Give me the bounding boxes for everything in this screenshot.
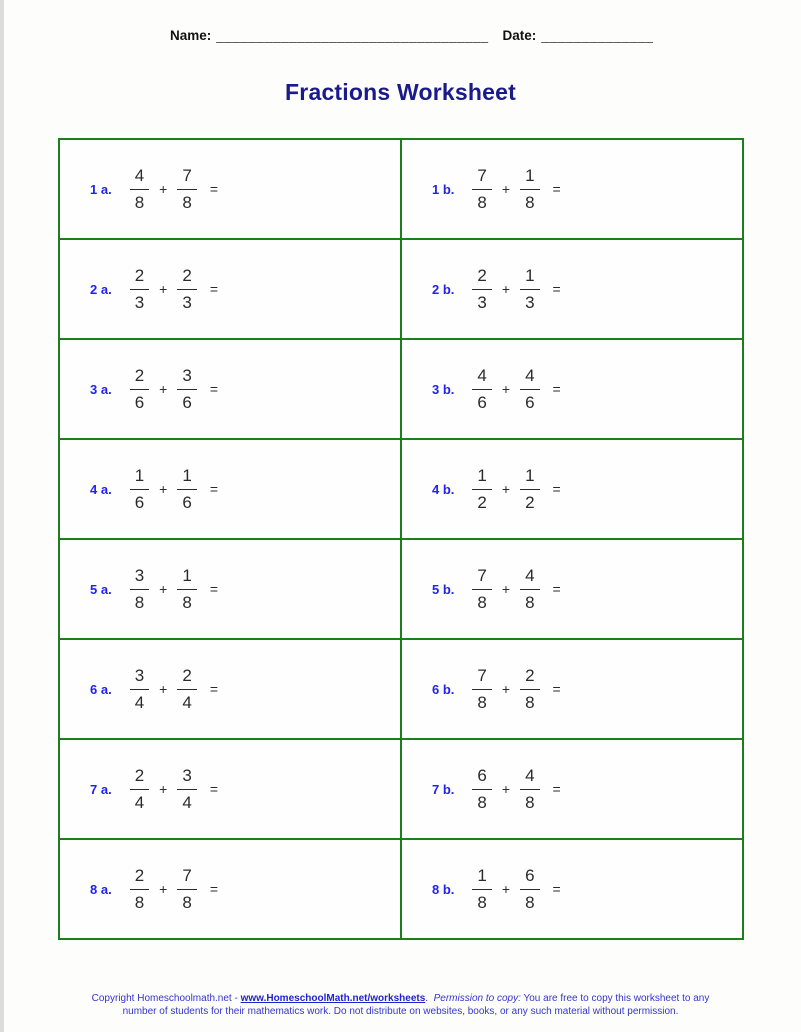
table-row — [59, 139, 743, 239]
footer-worksheets-link[interactable]: www.HomeschoolMath.net/worksheets — [240, 993, 426, 1004]
problem-label: 4 b. — [432, 481, 455, 497]
table-row — [59, 339, 743, 439]
first-fraction — [472, 566, 491, 612]
footer-permission-text: You are free to copy this worksheet to any number of students for their mathematics work. Do not distribute on websites, books, or any such material without permission. — [122, 993, 710, 1017]
first-fraction — [472, 666, 491, 712]
table-row — [59, 739, 743, 839]
name-date-row — [0, 0, 801, 43]
problem-label: 1 b. — [432, 181, 455, 197]
fraction-denominator: 4 — [182, 692, 192, 712]
first-fraction — [130, 866, 149, 912]
equals-sign: = — [209, 381, 218, 397]
fraction-numerator: 1 — [520, 166, 539, 190]
problem-cell — [401, 339, 743, 439]
equals-sign: = — [209, 681, 218, 697]
first-fraction — [472, 466, 491, 512]
problem-label: 3 a. — [90, 381, 112, 397]
footer-permission-label: Permission to copy: — [433, 993, 521, 1004]
fraction-numerator: 2 — [130, 366, 149, 390]
problem-cell — [59, 339, 401, 439]
second-fraction — [520, 766, 539, 812]
equals-sign: = — [552, 281, 561, 297]
fraction-denominator: 6 — [477, 392, 487, 412]
plus-operator: + — [159, 781, 168, 797]
problem — [432, 466, 742, 512]
date-label: Date: — [502, 28, 537, 43]
second-fraction — [177, 266, 196, 312]
fraction-denominator: 8 — [477, 192, 487, 212]
fraction-denominator: 8 — [182, 192, 192, 212]
problem — [90, 666, 400, 712]
problem-cell — [59, 839, 401, 939]
fraction-numerator: 4 — [472, 366, 491, 390]
fraction-numerator: 1 — [520, 266, 539, 290]
problem — [90, 866, 400, 912]
equals-sign: = — [552, 381, 561, 397]
first-fraction — [130, 266, 149, 312]
fraction-denominator: 3 — [182, 292, 192, 312]
fraction-denominator: 6 — [182, 492, 192, 512]
problem-label: 1 a. — [90, 181, 112, 197]
first-fraction — [130, 366, 149, 412]
equals-sign: = — [552, 481, 561, 497]
fraction-denominator: 4 — [182, 792, 192, 812]
problem-cell — [59, 739, 401, 839]
first-fraction — [472, 766, 491, 812]
problem-label: 8 b. — [432, 881, 455, 897]
fraction-numerator: 2 — [130, 866, 149, 890]
first-fraction — [130, 166, 149, 212]
first-fraction — [130, 466, 149, 512]
equals-sign: = — [552, 781, 561, 797]
fraction-numerator: 3 — [130, 566, 149, 590]
fraction-denominator: 8 — [477, 892, 487, 912]
date-blank-line: ______________ — [541, 28, 654, 43]
fraction-numerator: 3 — [177, 766, 196, 790]
problem-cell — [401, 639, 743, 739]
first-fraction — [130, 666, 149, 712]
problem-label: 4 a. — [90, 481, 112, 497]
second-fraction — [520, 166, 539, 212]
fraction-denominator: 3 — [477, 292, 487, 312]
plus-operator: + — [501, 581, 511, 597]
table-row — [59, 639, 743, 739]
problems-table-body — [59, 139, 743, 939]
second-fraction — [177, 366, 196, 412]
plus-operator: + — [501, 781, 511, 797]
second-fraction — [520, 866, 539, 912]
second-fraction — [177, 666, 196, 712]
first-fraction — [472, 366, 491, 412]
problem-label: 5 b. — [432, 581, 455, 597]
second-fraction — [520, 366, 539, 412]
equals-sign: = — [209, 281, 218, 297]
fraction-numerator: 4 — [520, 766, 539, 790]
plus-operator: + — [159, 381, 168, 397]
problem — [432, 366, 742, 412]
footer-after-link-text: . — [425, 993, 434, 1004]
second-fraction — [520, 266, 539, 312]
plus-operator: + — [159, 281, 168, 297]
table-row — [59, 239, 743, 339]
problem — [432, 166, 742, 212]
page-title: Fractions Worksheet — [285, 79, 516, 105]
fraction-numerator: 6 — [472, 766, 491, 790]
plus-operator: + — [501, 481, 511, 497]
plus-operator: + — [159, 881, 168, 897]
fraction-denominator: 2 — [477, 492, 487, 512]
problem-cell — [59, 439, 401, 539]
fraction-denominator: 8 — [525, 892, 535, 912]
second-fraction — [177, 866, 196, 912]
problem — [432, 766, 742, 812]
fraction-denominator: 6 — [525, 392, 535, 412]
problem — [90, 266, 400, 312]
fraction-numerator: 2 — [130, 266, 149, 290]
plus-operator: + — [501, 881, 511, 897]
equals-sign: = — [209, 781, 218, 797]
first-fraction — [130, 566, 149, 612]
fraction-denominator: 3 — [134, 292, 145, 312]
second-fraction — [520, 666, 539, 712]
fraction-numerator: 6 — [520, 866, 539, 890]
problem-cell — [401, 239, 743, 339]
second-fraction — [520, 466, 539, 512]
fraction-numerator: 7 — [472, 666, 491, 690]
footer-copyright-text: Copyright Homeschoolmath.net - — [91, 993, 241, 1004]
first-fraction — [472, 266, 491, 312]
page-left-edge — [0, 0, 4, 1032]
fraction-denominator: 8 — [134, 592, 145, 612]
fraction-denominator: 8 — [525, 692, 535, 712]
problem — [90, 366, 400, 412]
plus-operator: + — [159, 681, 168, 697]
plus-operator: + — [159, 481, 168, 497]
table-row — [59, 539, 743, 639]
fraction-denominator: 8 — [525, 592, 535, 612]
fraction-denominator: 8 — [134, 192, 145, 212]
problem-label: 2 b. — [432, 281, 455, 297]
problem-label: 6 a. — [90, 681, 112, 697]
table-row — [59, 439, 743, 539]
fraction-numerator: 7 — [472, 566, 491, 590]
fraction-denominator: 4 — [134, 792, 145, 812]
fraction-numerator: 1 — [472, 866, 491, 890]
equals-sign: = — [552, 881, 561, 897]
fraction-numerator: 4 — [520, 366, 539, 390]
equals-sign: = — [209, 481, 218, 497]
fraction-denominator: 8 — [477, 592, 487, 612]
fraction-numerator: 3 — [130, 666, 149, 690]
plus-operator: + — [501, 381, 511, 397]
fraction-numerator: 7 — [472, 166, 491, 190]
problem-label: 7 b. — [432, 781, 455, 797]
fraction-numerator: 2 — [472, 266, 491, 290]
equals-sign: = — [552, 681, 561, 697]
fraction-denominator: 6 — [134, 492, 145, 512]
name-label: Name: — [170, 28, 212, 43]
plus-operator: + — [159, 581, 168, 597]
second-fraction — [520, 566, 539, 612]
fraction-numerator: 1 — [472, 466, 491, 490]
plus-operator: + — [501, 281, 511, 297]
problem-cell — [59, 139, 401, 239]
table-row — [59, 839, 743, 939]
fraction-numerator: 7 — [177, 866, 196, 890]
fraction-denominator: 8 — [525, 792, 535, 812]
fraction-numerator: 1 — [177, 466, 196, 490]
problem-cell — [59, 539, 401, 639]
problem-cell — [401, 439, 743, 539]
first-fraction — [472, 866, 491, 912]
fraction-denominator: 8 — [134, 892, 145, 912]
equals-sign: = — [209, 581, 218, 597]
fraction-numerator: 2 — [177, 266, 196, 290]
second-fraction — [177, 166, 196, 212]
fraction-numerator: 1 — [177, 566, 196, 590]
problem — [90, 566, 400, 612]
problem-label: 6 b. — [432, 681, 455, 697]
problem-cell — [401, 139, 743, 239]
equals-sign: = — [552, 181, 561, 197]
fraction-denominator: 3 — [525, 292, 535, 312]
problem-cell — [401, 739, 743, 839]
equals-sign: = — [209, 181, 218, 197]
problem — [90, 166, 400, 212]
second-fraction — [177, 466, 196, 512]
problem-label: 2 a. — [90, 281, 112, 297]
fraction-numerator: 1 — [520, 466, 539, 490]
fraction-denominator: 8 — [182, 892, 192, 912]
problem — [432, 566, 742, 612]
equals-sign: = — [209, 881, 218, 897]
fraction-denominator: 2 — [525, 492, 535, 512]
fraction-numerator: 3 — [177, 366, 196, 390]
name-blank-line: __________________________________ — [216, 28, 489, 43]
fraction-denominator: 8 — [182, 592, 192, 612]
fraction-numerator: 1 — [130, 466, 149, 490]
problem-label: 7 a. — [90, 781, 112, 797]
fraction-denominator: 6 — [182, 392, 192, 412]
fraction-numerator: 4 — [130, 166, 149, 190]
fraction-numerator: 2 — [130, 766, 149, 790]
problem — [90, 766, 400, 812]
problems-table — [58, 138, 744, 940]
problem-cell — [401, 839, 743, 939]
fraction-denominator: 8 — [525, 192, 535, 212]
problem — [432, 266, 742, 312]
problem — [432, 666, 742, 712]
problem-label: 3 b. — [432, 381, 455, 397]
problem-label: 8 a. — [90, 881, 112, 897]
fraction-denominator: 6 — [134, 392, 145, 412]
first-fraction — [472, 166, 491, 212]
problem-label: 5 a. — [90, 581, 112, 597]
problem-cell — [59, 639, 401, 739]
problem-cell — [59, 239, 401, 339]
problem-cell — [401, 539, 743, 639]
plus-operator: + — [501, 181, 511, 197]
second-fraction — [177, 766, 196, 812]
fraction-denominator: 8 — [477, 792, 487, 812]
fraction-denominator: 4 — [134, 692, 145, 712]
fraction-numerator: 2 — [520, 666, 539, 690]
problem — [432, 866, 742, 912]
fraction-numerator: 7 — [177, 166, 196, 190]
plus-operator: + — [159, 181, 168, 197]
footer — [91, 992, 711, 1018]
fraction-denominator: 8 — [477, 692, 487, 712]
problem — [90, 466, 400, 512]
equals-sign: = — [552, 581, 561, 597]
first-fraction — [130, 766, 149, 812]
second-fraction — [177, 566, 196, 612]
fraction-numerator: 2 — [177, 666, 196, 690]
fraction-numerator: 4 — [520, 566, 539, 590]
plus-operator: + — [501, 681, 511, 697]
